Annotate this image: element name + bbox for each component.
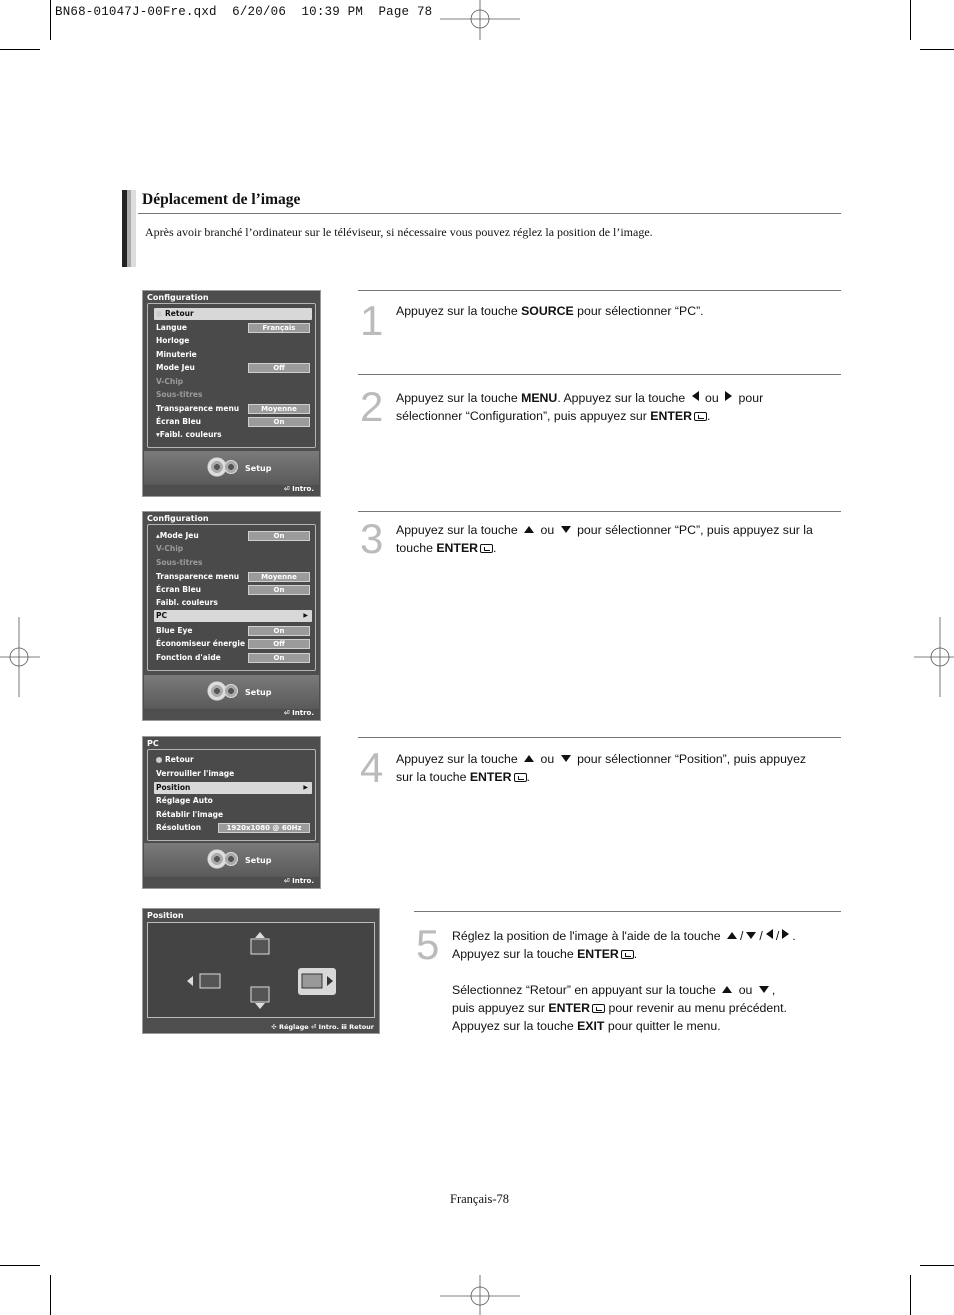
move-down-icon[interactable] <box>248 985 272 1011</box>
osd-menu-list <box>147 303 316 448</box>
right-arrow-icon <box>725 391 732 401</box>
osd-value: On <box>248 417 310 427</box>
step-number: 5 <box>416 921 440 968</box>
gear-icon <box>224 460 238 474</box>
osd-value: Français <box>248 323 310 333</box>
osd-item-verrouiller[interactable]: Verrouiller l'image <box>156 769 235 778</box>
osd-item-sous-titres: Sous-titres <box>156 558 203 567</box>
move-left-icon[interactable] <box>186 971 222 991</box>
osd-title: Configuration <box>147 293 209 302</box>
left-arrow-icon <box>766 929 773 939</box>
osd-item-blue-eye[interactable]: Blue Eye On <box>154 625 312 637</box>
registration-mark-icon <box>440 0 520 40</box>
osd-item-economiseur[interactable]: Économiseur énergie Off <box>154 638 312 650</box>
osd-setup-label: Setup <box>245 688 272 697</box>
osd-value: On <box>248 653 310 663</box>
registration-mark-icon <box>914 617 954 697</box>
osd-footer <box>144 843 319 877</box>
divider <box>414 911 841 912</box>
enter-icon: ⏎ <box>283 877 293 885</box>
step-4-text: Appuyez sur la touche ou pour sélectionner “Position”, puis appuyez sur la touche ENTER . <box>396 752 807 784</box>
step-number: 2 <box>360 383 384 430</box>
osd-value: Moyenne <box>248 572 310 582</box>
move-right-button[interactable] <box>298 968 336 995</box>
up-arrow-icon <box>524 526 534 533</box>
right-arrow-icon <box>782 929 789 939</box>
step-number: 3 <box>360 515 384 562</box>
osd-configuration-menu-2 <box>142 511 321 721</box>
crop-mark <box>50 1275 51 1315</box>
osd-position-screen <box>142 908 380 1034</box>
osd-intro-hint: ⏎ Intro. <box>283 485 314 493</box>
osd-item-transparence[interactable]: Transparence menu Moyenne <box>154 571 312 583</box>
back-icon <box>156 311 162 317</box>
divider <box>358 374 841 375</box>
print-slug: BN68-01047J-00Fre.qxd 6/20/06 10:39 PM Page 78 <box>55 5 433 19</box>
osd-item-langue[interactable]: Langue Français <box>154 322 312 334</box>
osd-value: 1920x1080 @ 60Hz <box>218 823 310 833</box>
enter-icon <box>514 773 527 782</box>
move-icon: ✣ <box>271 1023 279 1031</box>
osd-item-fonction-aide[interactable]: Fonction d'aide On <box>154 652 312 664</box>
divider <box>358 737 841 738</box>
osd-item-v-chip: V-Chip <box>156 377 184 386</box>
osd-intro-hint: ⏎ Intro. <box>283 709 314 717</box>
osd-intro-hint: ⏎ Intro. <box>283 877 314 885</box>
osd-item-ecran-bleu[interactable]: Écran Bleu On <box>154 584 312 596</box>
divider <box>358 511 841 512</box>
osd-title: Configuration <box>147 514 209 523</box>
registration-mark-icon <box>0 617 40 697</box>
osd-value: On <box>248 531 310 541</box>
left-arrow-icon <box>692 391 699 401</box>
osd-value: On <box>248 626 310 636</box>
osd-value: On <box>248 585 310 595</box>
divider <box>138 213 841 214</box>
osd-item-faibl-couleurs[interactable]: Faibl. couleurs <box>156 598 218 607</box>
osd-item-position[interactable]: Position ▶ <box>154 782 312 794</box>
osd-item-mode-jeu[interactable]: ▴Mode Jeu On <box>154 530 312 542</box>
osd-value: Off <box>248 639 310 649</box>
osd-footer <box>144 451 319 485</box>
crop-mark <box>0 49 40 50</box>
step-3-text: Appuyez sur la touche ou pour sélectionner “PC”, puis appuyez sur la touche ENTER . <box>396 523 813 555</box>
enter-icon: ⏎ <box>283 485 293 493</box>
down-arrow-icon <box>746 932 756 939</box>
osd-item-pc[interactable]: PC ▶ <box>154 610 312 622</box>
osd-item-transparence[interactable]: Transparence menu Moyenne <box>154 403 312 415</box>
enter-icon: ⏎ <box>310 1023 319 1031</box>
osd-item-faibl-couleurs[interactable]: ▾Faibl. couleurs <box>156 430 222 439</box>
arrow-right-icon: ▶ <box>303 612 308 619</box>
osd-menu-list <box>147 524 316 671</box>
page-number: Français-78 <box>450 1192 510 1206</box>
enter-icon <box>621 950 634 959</box>
gear-icon <box>224 684 238 698</box>
step-number: 4 <box>360 744 384 791</box>
gear-icon <box>224 852 238 866</box>
down-arrow-icon <box>561 526 571 533</box>
osd-item-retour[interactable]: Retour <box>154 308 312 320</box>
crop-mark <box>920 1265 954 1266</box>
osd-title: Position <box>147 911 184 920</box>
divider <box>358 290 841 291</box>
osd-value: Moyenne <box>248 404 310 414</box>
intro-text: Après avoir branché l’ordinateur sur le téléviseur, si nécessaire vous pouvez réglez la position de l’image. <box>145 225 653 239</box>
down-arrow-icon <box>759 986 769 993</box>
crop-mark <box>50 0 51 40</box>
osd-menu-list <box>147 749 316 841</box>
up-arrow-icon <box>727 932 737 939</box>
osd-configuration-menu-1 <box>142 290 321 497</box>
crop-mark <box>920 49 954 50</box>
up-arrow-icon <box>524 755 534 762</box>
position-adjust-area[interactable] <box>147 922 375 1018</box>
enter-icon <box>694 412 707 421</box>
osd-title: PC <box>147 739 159 748</box>
registration-mark-icon <box>440 1275 520 1315</box>
down-arrow-icon <box>561 755 571 762</box>
osd-item-retour[interactable]: Retour <box>154 754 312 766</box>
osd-item-minuterie[interactable]: Minuterie <box>156 350 197 359</box>
page-title: Déplacement de l’image <box>142 191 301 208</box>
enter-icon <box>592 1004 605 1013</box>
osd-item-resolution[interactable]: Résolution 1920x1080 @ 60Hz <box>154 822 312 834</box>
crop-mark <box>910 1275 911 1315</box>
osd-value: Off <box>248 363 310 373</box>
osd-setup-label: Setup <box>245 464 272 473</box>
step-5-text: Réglez la position de l'image à l'aide de la touche / / / . Appuyez sur la touche ENTER . Sélectionnez “Retour” en appuyant sur la touche ou , puis appuyez sur ENTER pour revenir au menu précédent. Appuyez sur la touche EXIT pour quitter le menu. <box>452 929 796 1033</box>
osd-item-sous-titres: Sous-titres <box>156 390 203 399</box>
back-icon <box>156 757 162 763</box>
step-1-text: Appuyez sur la touche SOURCE pour sélectionner “PC”. <box>396 304 704 318</box>
step-number: 1 <box>360 297 384 344</box>
return-icon: ⅲ <box>341 1023 350 1031</box>
crop-mark <box>0 1265 40 1266</box>
enter-icon <box>480 544 493 553</box>
move-up-icon[interactable] <box>248 931 272 957</box>
osd-footer <box>144 675 319 709</box>
osd-setup-label: Setup <box>245 856 272 865</box>
osd-pc-menu <box>142 736 321 889</box>
osd-position-footer: ✣ Réglage ⏎ Intro. ⅲ Retour <box>271 1023 374 1031</box>
up-arrow-icon <box>722 986 732 993</box>
crop-mark <box>910 0 911 40</box>
osd-item-ecran-bleu[interactable]: Écran Bleu On <box>154 416 312 428</box>
arrow-right-icon: ▶ <box>303 784 308 791</box>
osd-item-mode-jeu[interactable]: Mode Jeu Off <box>154 362 312 374</box>
osd-item-v-chip: V-Chip <box>156 544 184 553</box>
osd-item-horloge[interactable]: Horloge <box>156 336 190 345</box>
enter-icon: ⏎ <box>283 709 293 717</box>
step-2-text: Appuyez sur la touche MENU. Appuyez sur la touche ou pour sélectionner “Configuration”, puis appuyez sur ENTER . <box>396 391 764 423</box>
osd-item-retablir[interactable]: Rétablir l'image <box>156 810 224 819</box>
section-bar <box>122 190 136 267</box>
osd-item-reglage-auto[interactable]: Réglage Auto <box>156 796 213 805</box>
move-right-icon <box>300 971 334 991</box>
